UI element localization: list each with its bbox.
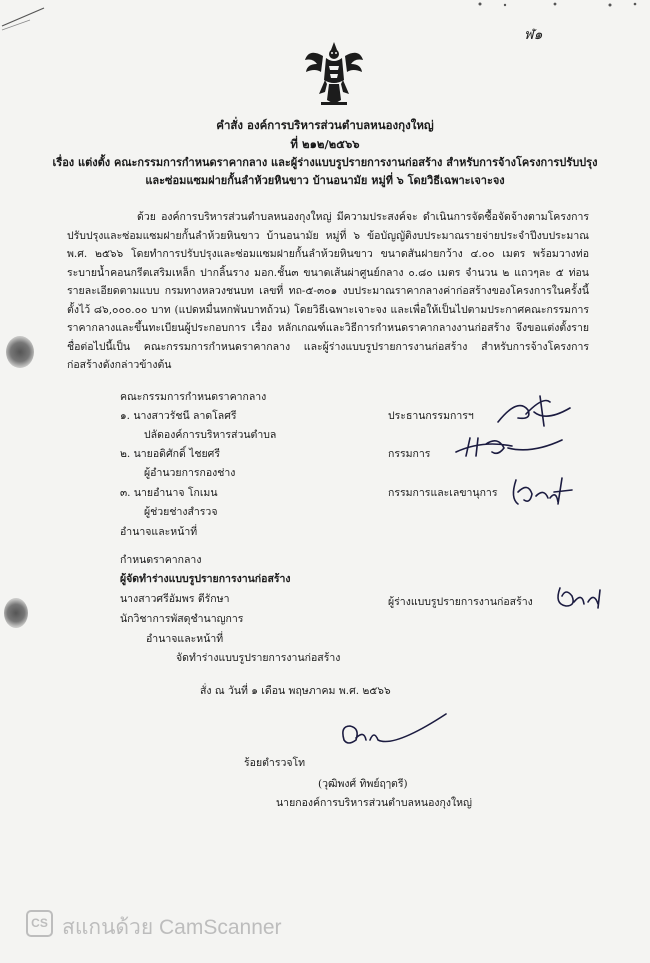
signature-drafter (552, 578, 612, 616)
body-paragraph: ด้วย องค์การบริหารส่วนตำบลหนองกุงใหญ่ มีความประสงค์จะ ดำเนินการจัดซื้อจัดจ้างตามโครงการปรับปรุงและซ่อมแซมฝายกั้นลำห้วยหินขาว บ้านอนามัย หมู่ที่ ๖ ข้อบัญญัติงบประมาณรายจ่ายประจำปีงบประมาณ พ.ศ. ๒๕๖๖ โดยทำการปรับปรุงและซ่อมแซมฝายกั้นลำห้วยหินขาว ขนาดสันฝายกว้าง ๔.๐๐ เมตร พร้อมวางท่อระบายน้ำคอนกรีตเสริมเหล็ก ปากลิ้นราง มอก.ชั้น๓ ขนาดเส้นผ่าศูนย์กลาง ๐.๘๐ เมตร จำนวน ๒ แถวๆละ ๕ ท่อน รายละเอียดตามแบบ กรมทางหลวงชนบท เลขที่ ทถ-๕-๓๐๑ งบประมาณราคากลางค่าก่อสร้างของโครงการในครั้งนี้ตั้งไว้ ๘๖,๐๐๐.๐๐ บาท (แปดหมื่นหกพันบาทถ้วน) โดยวิธีเฉพาะเจาะจง และเพื่อให้เป็นไปตามประกาศคณะกรรมการราคากลางและขึ้นทะเบียนผู้ประกอบการ เรื่อง หลักเกณฑ์และวิธีการกำหนดราคากลางงานก่อสร้าง จึงขอแต่งตั้งรายชื่อต่อไปนี้เป็น คณะกรรมการกำหนดราคากลาง และผู้ร่างแบบรูปรายการงานก่อสร้าง สำหรับการจ้างโครงการก่อสร้างดังกล่าวข้างต้น (67, 211, 589, 371)
punch-hole-mark (6, 336, 34, 368)
member-1-position: ปลัดองค์การบริหารส่วนตำบล (144, 429, 277, 441)
handwritten-mark: ฬ๑ (524, 27, 543, 43)
subject-line-1: เรื่อง แต่งตั้ง คณะกรรมการกำหนดราคากลาง และผู้ร่างแบบรูปรายการงานก่อสร้าง สำหรับการจ้างโครงการปรับปรุง (52, 156, 598, 169)
member-1-name: ๑. นางสาวรัชนี ลาดโลศรี (120, 410, 237, 422)
signature-member-3 (508, 474, 578, 510)
drafter-duty-label: อำนาจและหน้าที่ (146, 633, 224, 645)
garuda-emblem (303, 40, 365, 108)
member-2-name: ๒. นายอดิศักดิ์ ไชยศรี (120, 448, 220, 460)
scan-edge-mark (0, 0, 60, 40)
issued-date: สั่ง ณ วันที่ ๑ เดือน พฤษภาคม พ.ศ. ๒๕๖๖ (200, 685, 391, 697)
drafter-duty-text: จัดทำร่างแบบรูปรายการงานก่อสร้าง (176, 652, 341, 664)
member-2-position: ผู้อำนวยการกองช่าง (144, 467, 236, 479)
signatory-title: นายกองค์การบริหารส่วนตำบลหนองกุงใหญ่ (276, 797, 473, 809)
drafter-role: ผู้ร่างแบบรูปรายการงานก่อสร้าง (388, 596, 533, 608)
signature-member-2 (452, 430, 572, 464)
signature-chief (334, 710, 454, 760)
drafter-position: นักวิชาการพัสดุชำนาญการ (120, 613, 244, 625)
order-title: คำสั่ง องค์การบริหารส่วนตำบลหนองกุงใหญ่ (216, 118, 434, 132)
committee-duty-text: กำหนดราคากลาง (120, 554, 202, 566)
member-2-role: กรรมการ (388, 448, 431, 460)
member-3-name: ๓. นายอำนาจ โกเมน (120, 487, 218, 499)
camscanner-watermark: สแกนด้วย CamScanner (62, 916, 282, 939)
signatory-name: (วุฒิพงศ์ ทิพย์ฤๅตรี) (318, 778, 408, 790)
punch-hole-mark (4, 598, 28, 628)
signatory-rank: ร้อยตำรวจโท (244, 757, 306, 769)
drafter-name: นางสาวศรีอัมพร ตีรักษา (120, 593, 230, 605)
subject-line-2: และซ่อมแซมฝายกั้นลำห้วยหินขาว บ้านอนามัย หมู่ที่ ๖ โดยวิธีเฉพาะเจาะจง (145, 174, 505, 187)
committee-duty-label: อำนาจและหน้าที่ (120, 526, 198, 538)
drafter-heading: ผู้จัดทำร่างแบบรูปรายการงานก่อสร้าง (120, 573, 291, 585)
signature-chair (488, 392, 578, 432)
camscanner-logo-icon: CS (26, 910, 53, 937)
member-1-role: ประธานกรรมการฯ (388, 410, 474, 422)
order-number: ที่ ๒๑๒/๒๕๖๖ (290, 137, 360, 151)
member-3-position: ผู้ช่วยช่างสำรวจ (144, 506, 218, 518)
scan-top-dots (460, 0, 650, 10)
member-3-role: กรรมการและเลขานุการ (388, 487, 498, 499)
committee-heading: คณะกรรมการกำหนดราคากลาง (120, 391, 267, 403)
